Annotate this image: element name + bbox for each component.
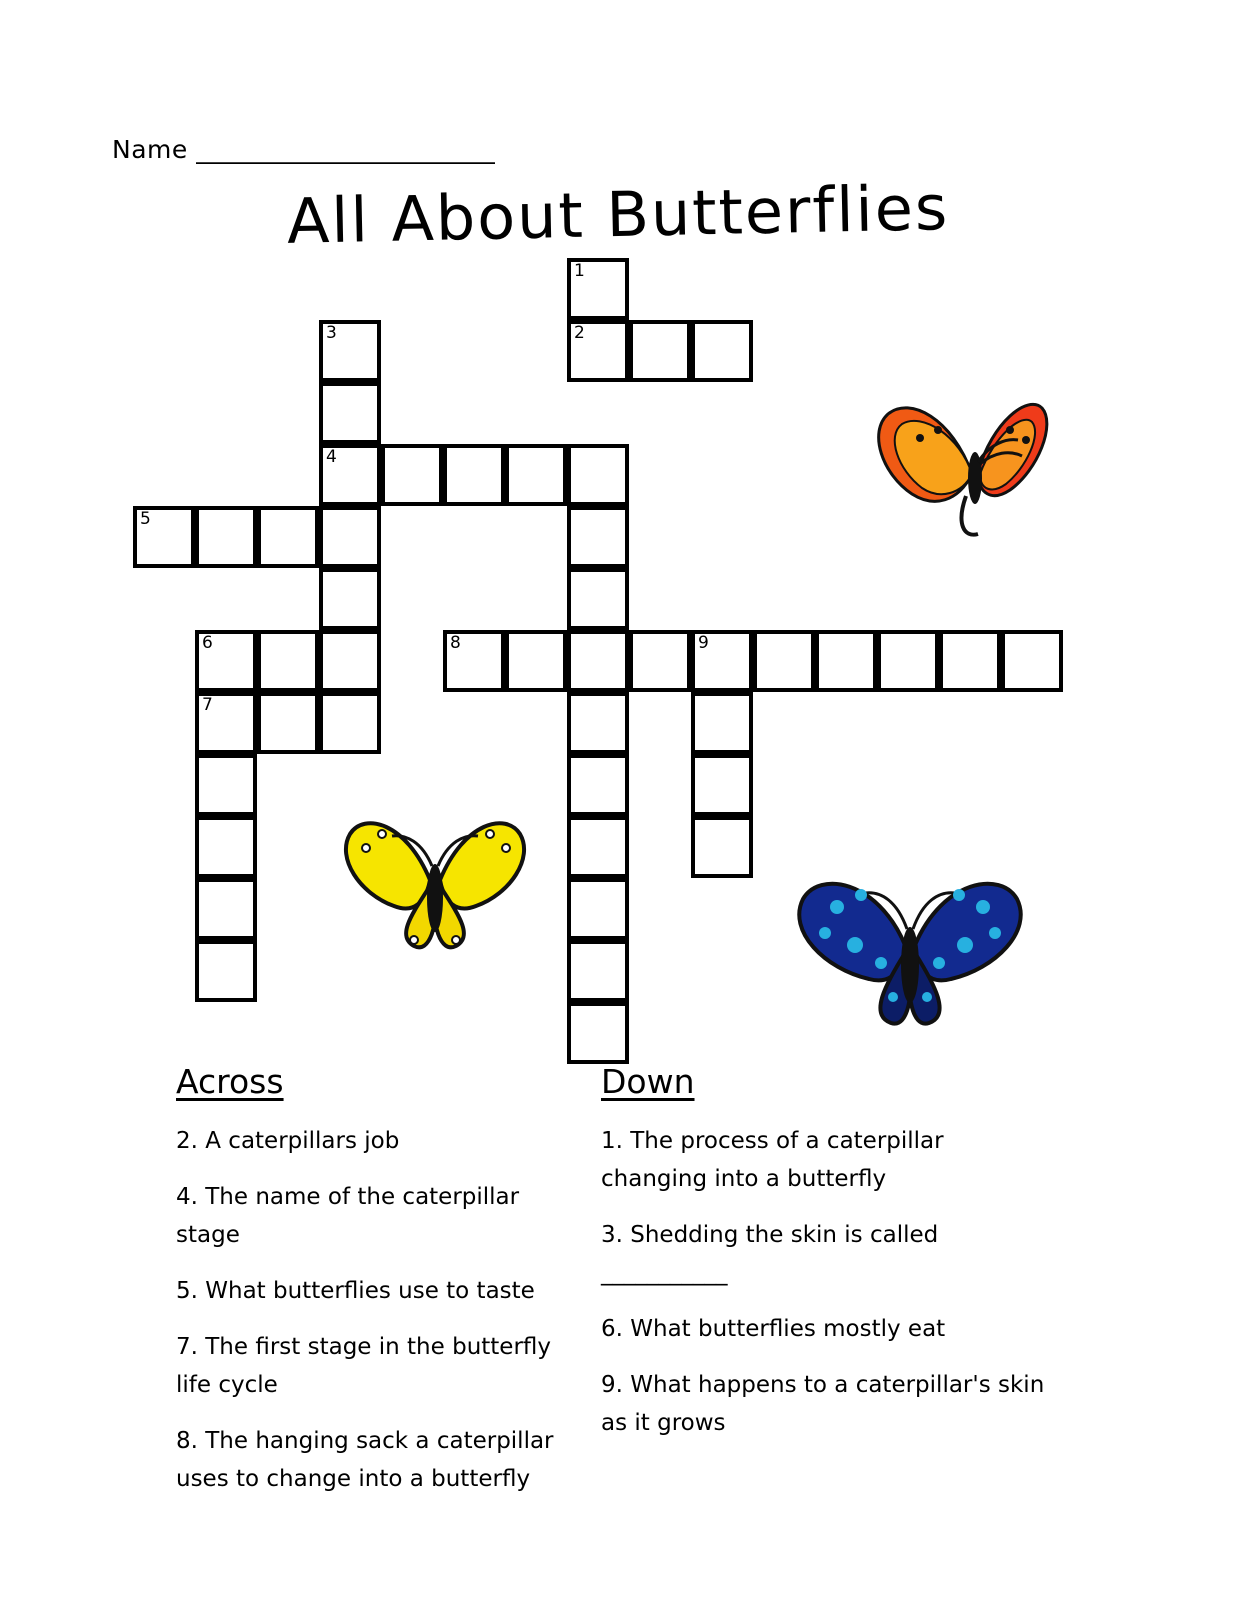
crossword-cell[interactable] bbox=[319, 444, 381, 506]
cell-number: 3 bbox=[326, 323, 337, 343]
cell-number: 5 bbox=[140, 509, 151, 529]
cell-number: 8 bbox=[450, 633, 461, 653]
name-field-label: Name _______________________ bbox=[112, 135, 496, 164]
across-clue-list bbox=[176, 1122, 576, 1516]
crossword-cell[interactable] bbox=[319, 568, 381, 630]
cell-number: 9 bbox=[698, 633, 709, 653]
crossword-cell[interactable] bbox=[691, 630, 753, 692]
crossword-cell[interactable] bbox=[567, 320, 629, 382]
crossword-cell[interactable] bbox=[939, 630, 1001, 692]
crossword-cell[interactable] bbox=[195, 816, 257, 878]
crossword-cell[interactable] bbox=[381, 444, 443, 506]
crossword-cell[interactable] bbox=[195, 630, 257, 692]
across-clue-item: 5. What butterflies use to taste bbox=[176, 1278, 535, 1304]
crossword-cell[interactable] bbox=[691, 692, 753, 754]
crossword-cell[interactable] bbox=[567, 692, 629, 754]
crossword-cell[interactable] bbox=[567, 754, 629, 816]
down-heading: Down bbox=[601, 1062, 695, 1101]
crossword-cell[interactable] bbox=[443, 630, 505, 692]
across-clue-item: 2. A caterpillars job bbox=[176, 1128, 400, 1154]
crossword-cell[interactable] bbox=[567, 444, 629, 506]
crossword-cell[interactable] bbox=[319, 692, 381, 754]
crossword-cell[interactable] bbox=[505, 444, 567, 506]
across-heading: Across bbox=[176, 1062, 284, 1101]
crossword-cell[interactable] bbox=[319, 506, 381, 568]
crossword-cell[interactable] bbox=[815, 630, 877, 692]
across-clue-item: 7. The first stage in the butterfly life cycle bbox=[176, 1334, 552, 1398]
blue-butterfly bbox=[785, 845, 1035, 1045]
cell-number: 4 bbox=[326, 447, 337, 467]
crossword-cell[interactable] bbox=[691, 754, 753, 816]
crossword-cell[interactable] bbox=[195, 754, 257, 816]
cell-number: 7 bbox=[202, 695, 213, 715]
crossword-cell[interactable] bbox=[691, 320, 753, 382]
crossword-cell[interactable] bbox=[195, 692, 257, 754]
crossword-cell[interactable] bbox=[319, 630, 381, 692]
across-clue-item: 4. The name of the caterpillar stage bbox=[176, 1184, 520, 1248]
crossword-cell[interactable] bbox=[629, 630, 691, 692]
crossword-cell[interactable] bbox=[1001, 630, 1063, 692]
down-clue-item: 6. What butterflies mostly eat bbox=[601, 1316, 946, 1342]
crossword-cell[interactable] bbox=[257, 506, 319, 568]
crossword-cell[interactable] bbox=[567, 878, 629, 940]
crossword-cell[interactable] bbox=[567, 940, 629, 1002]
crossword-cell[interactable] bbox=[195, 506, 257, 568]
crossword-cell[interactable] bbox=[195, 878, 257, 940]
down-clue-list bbox=[601, 1122, 1056, 1460]
crossword-cell[interactable] bbox=[505, 630, 567, 692]
down-clue-item: 1. The process of a caterpillar changing into a butterfly bbox=[601, 1128, 944, 1192]
cell-number: 6 bbox=[202, 633, 213, 653]
crossword-cell[interactable] bbox=[753, 630, 815, 692]
page-title: All About Butterflies bbox=[286, 171, 950, 258]
crossword-cell[interactable] bbox=[257, 630, 319, 692]
down-clue-item: 3. Shedding the skin is called ___________ bbox=[601, 1222, 939, 1286]
crossword-cell[interactable] bbox=[567, 630, 629, 692]
across-clue-item: 8. The hanging sack a caterpillar uses to change into a butterfly bbox=[176, 1428, 554, 1492]
down-clue-item: 9. What happens to a caterpillar's skin as it grows bbox=[601, 1372, 1045, 1436]
crossword-cell[interactable] bbox=[567, 568, 629, 630]
crossword-cell[interactable] bbox=[443, 444, 505, 506]
yellow-butterfly bbox=[330, 790, 540, 970]
crossword-cell[interactable] bbox=[567, 1002, 629, 1064]
cell-number: 1 bbox=[574, 261, 585, 281]
crossword-cell[interactable] bbox=[877, 630, 939, 692]
crossword-cell[interactable] bbox=[567, 258, 629, 320]
crossword-cell[interactable] bbox=[319, 320, 381, 382]
crossword-cell[interactable] bbox=[195, 940, 257, 1002]
crossword-cell[interactable] bbox=[691, 816, 753, 878]
crossword-cell[interactable] bbox=[629, 320, 691, 382]
crossword-cell[interactable] bbox=[567, 816, 629, 878]
orange-butterfly bbox=[860, 378, 1060, 558]
crossword-cell[interactable] bbox=[319, 382, 381, 444]
crossword-cell[interactable] bbox=[133, 506, 195, 568]
crossword-cell[interactable] bbox=[567, 506, 629, 568]
cell-number: 2 bbox=[574, 323, 585, 343]
crossword-cell[interactable] bbox=[257, 692, 319, 754]
